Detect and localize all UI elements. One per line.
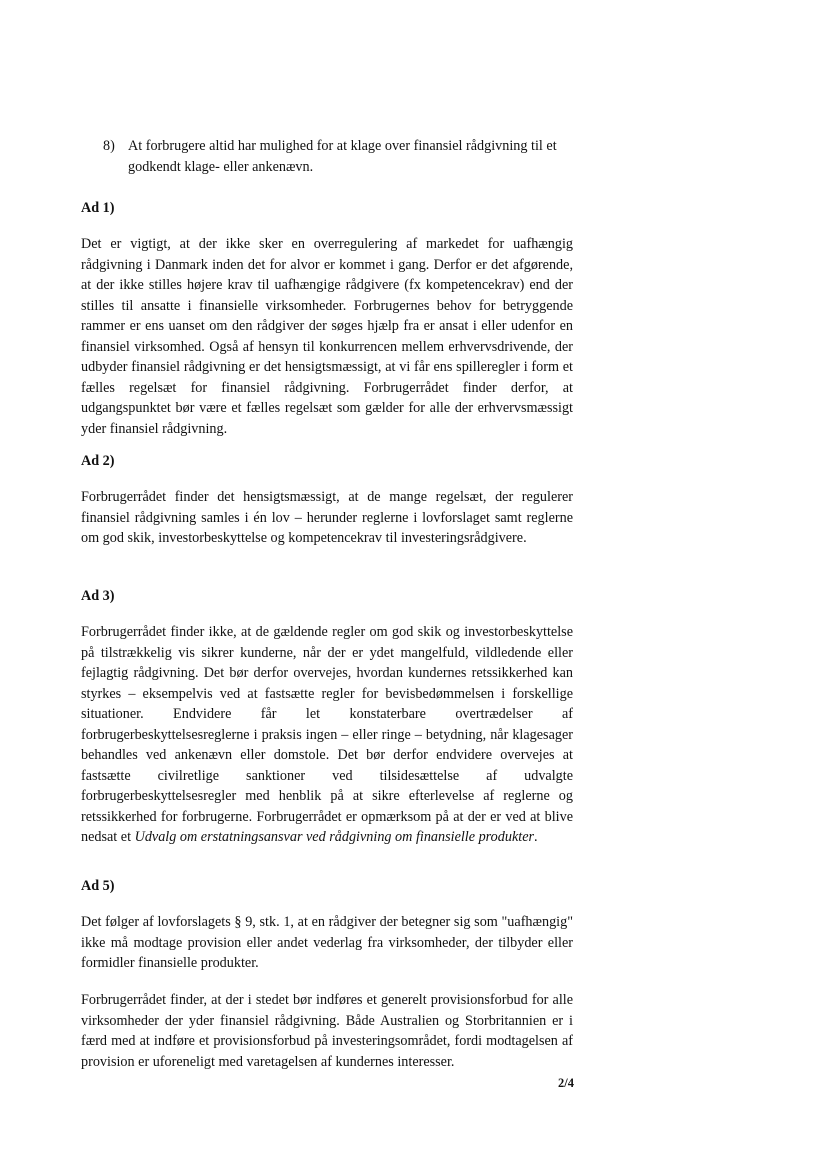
heading-ad-3: Ad 3) [81,588,115,604]
paragraph-ad-3-text: Forbrugerrådet finder ikke, at de gældende regler om god skik og investorbeskyttelse på tilstrækkelig vis sikrer kunderne, når der er ydet mangelfuld, vildledende eller fejlagtig rådgivning. Det bør derfor overvejes, hvordan kundernes retssikkerhed kan styrkes – eksempelvis ved at fastsætte regler for bevisbedømmelsen i forskellige situationer. Endvidere får let konstaterbare overtrædelser af forbrugerbeskyttelsesreglerne i praksis ingen – eller ringe – betydning, når klagesager behandles ved ankenævn eller domstole. Det bør derfor endvidere overvejes at fastsætte civilretlige sanktioner ved tilsidesættelse af udvalgte forbrugerbeskyttelsesregler med henblik på at sikre efterlevelse af reglerne og retssikkerhed for forbrugerne. Forbrugerrådet er opmærksom på at der er ved at blive nedsat et [81,624,573,845]
list-item-number: 8) [103,138,115,154]
page-number: 2/4 [558,1076,574,1090]
paragraph-ad-1: Det er vigtigt, at der ikke sker en overregulering af markedet for uafhængig rådgivning i Danmark inden det for alvor er kommet i gang. Derfor er det afgørende, at der ikke stilles højere krav til uafhængige rådgivere (fx kompetencekrav) end der stilles til ansatte i finansielle virksomheder. Forbrugernes behov for betryggende rammer er ens uanset om den rådgiver der søges hjælp fra er ansat i eller udenfor en finansiel virksomhed. Også af hensyn til konkurrencen mellem erhvervsdrivende, der udbyder finansiel rådgivning er det hensigtsmæssigt, at vi får ens spilleregler i form et fælles regelsæt for finansiel rådgivning. Forbrugerrådet finder derfor, at udgangspunktet bør være et fælles regelsæt som gælder for alle der erhvervsmæssigt yder finansiel rådgivning. [81,236,573,437]
committee-reference: Udvalg om erstatningsansvar ved rådgivning om finansielle produkter [134,829,535,845]
paragraph-ad-3 [81,622,573,848]
paragraph-ad-2: Forbrugerrådet finder det hensigtsmæssigt, at de mange regelsæt, der regulerer finansiel rådgivning samles i én lov – herunder reglerne i lovforslaget samt reglerne om god skik, investorbeskyttelse og kompetencekrav til investeringsrådgivere. [81,489,573,546]
heading-ad-5: Ad 5) [81,878,115,894]
paragraph-ad-5-1: Det følger af lovforslagets § 9, stk. 1, at en rådgiver der betegner sig som "uafhængig" ikke må modtage provision eller andet vederlag fra virksomheder, der tilbyder eller formidler finansielle produkter. [81,914,573,971]
paragraph-ad-5-2: Forbrugerrådet finder, at der i stedet bør indføres et generelt provisionsforbud for alle virksomheder der yder finansiel rådgivning. Både Australien og Storbritannien er i færd med at indføre et provisionsforbud på investeringsområdet, fordi modtagelsen af provision er uforeneligt med varetagelsen af kundernes interesser. [81,992,573,1070]
list-item-text: At forbrugere altid har mulighed for at klage over finansiel rådgivning til et godkendt klage- eller ankenævn. [128,138,557,175]
heading-ad-2: Ad 2) [81,453,115,469]
paragraph-ad-3-end: . [534,829,538,845]
heading-ad-1: Ad 1) [81,200,115,216]
